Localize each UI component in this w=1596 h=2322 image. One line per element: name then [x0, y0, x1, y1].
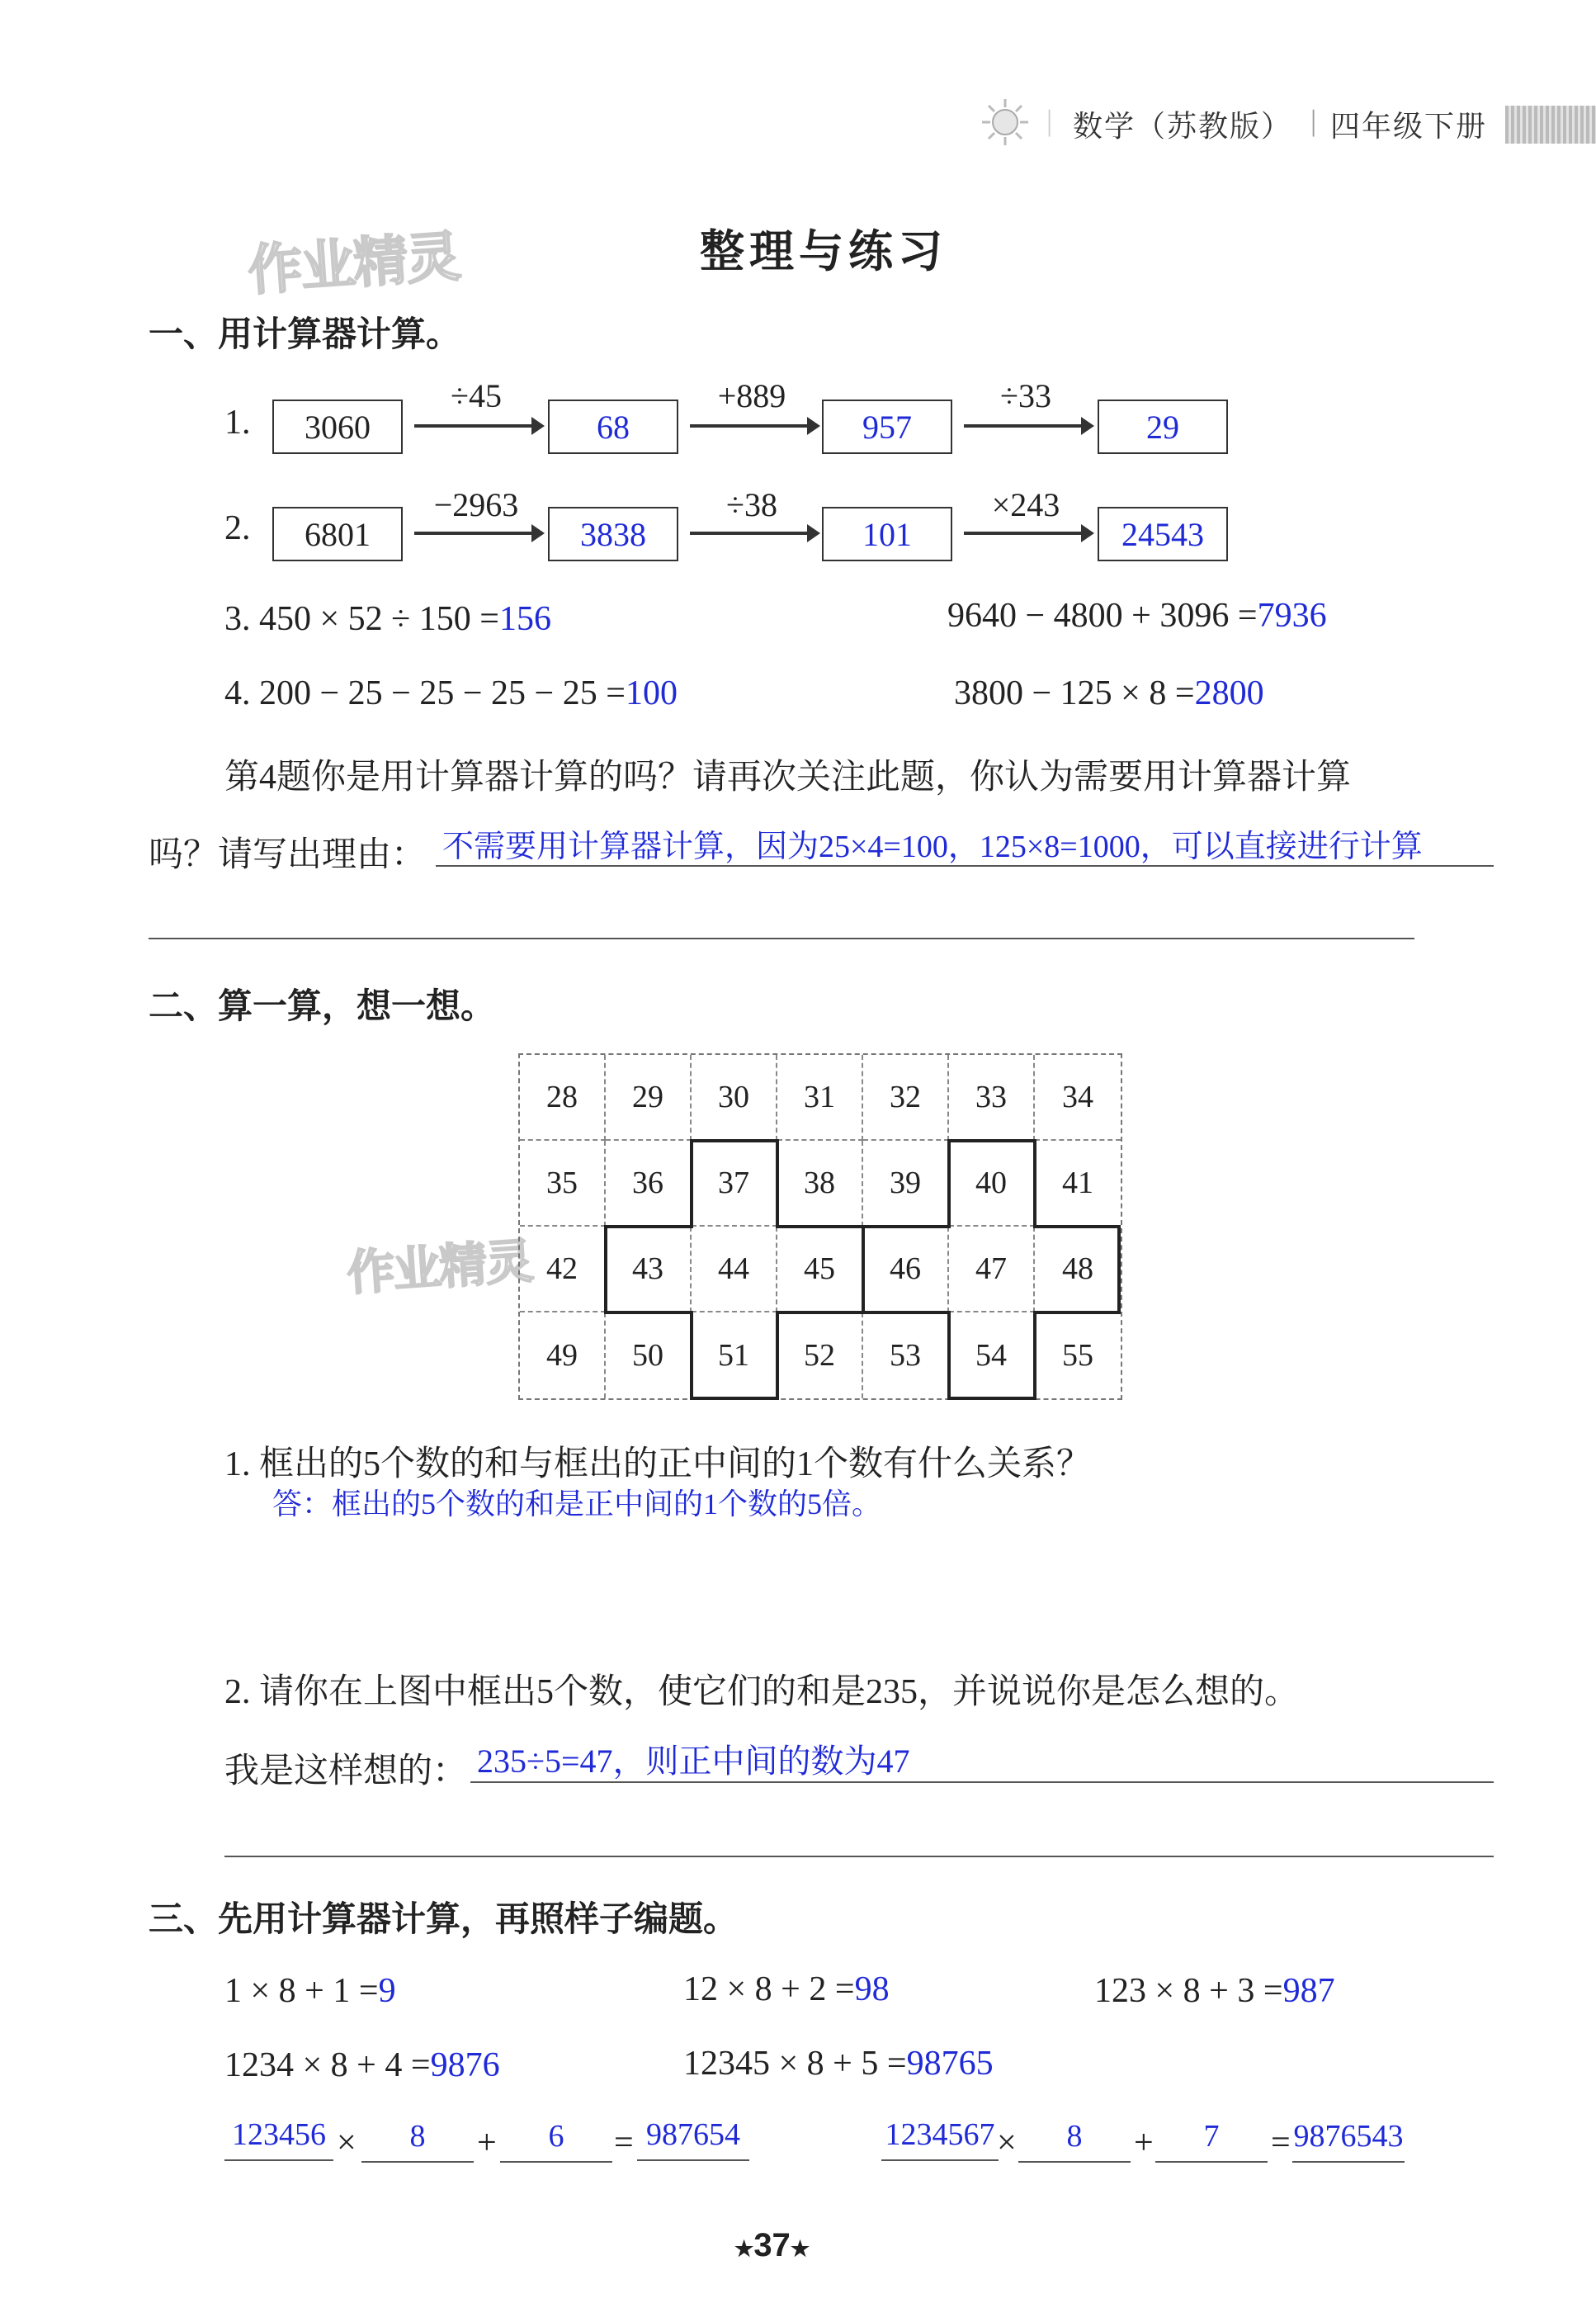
cross2-border [947, 1397, 1036, 1400]
watermark-top: 作业精灵 [246, 225, 461, 303]
footer-star-right: ★ [790, 2236, 810, 2261]
grid-cell[interactable]: 43 [606, 1227, 692, 1312]
grid-cell[interactable]: 47 [949, 1227, 1035, 1312]
row1-op3: ÷33 [1000, 377, 1051, 414]
row2-result2-box[interactable] [822, 507, 952, 561]
grid-cell[interactable]: 53 [863, 1312, 949, 1398]
header-separator-2: | [1310, 104, 1319, 137]
row1-result3-box[interactable] [1098, 400, 1228, 454]
cross2-border [862, 1311, 951, 1314]
grid-cell[interactable]: 33 [949, 1055, 1035, 1141]
grid-cell[interactable]: 28 [520, 1055, 606, 1141]
header-separator-1: | [1046, 104, 1055, 137]
row2-op1: −2963 [433, 486, 519, 523]
fill2-a[interactable]: 1234567 [881, 2116, 999, 2161]
row1-arrow1 [414, 424, 538, 428]
row2-result1-box[interactable] [548, 507, 678, 561]
s3-item5-answer[interactable]: 98765 [906, 2045, 994, 2083]
grid-cell[interactable]: 30 [692, 1055, 777, 1141]
s3-item3 [1094, 1971, 1335, 2011]
s3-item4-answer[interactable]: 9876 [430, 2046, 500, 2084]
q3a-answer[interactable]: 156 [498, 600, 551, 638]
cross1-border [690, 1311, 693, 1400]
q3a [224, 599, 551, 639]
row2-label: 2. [224, 509, 251, 547]
s3-item5-expr: 12345 × 8 + 5 = [683, 2045, 907, 2083]
cross2-border [1033, 1139, 1036, 1228]
grid-cell[interactable]: 36 [606, 1141, 692, 1227]
page-number [734, 2227, 810, 2264]
q4a-expr: 4. 200 − 25 − 25 − 25 − 25 = [224, 674, 626, 712]
fill2-b[interactable]: 8 [1018, 2118, 1131, 2163]
row1-start-box [272, 400, 403, 454]
grid-cell[interactable]: 40 [949, 1141, 1035, 1227]
grid-cell[interactable]: 38 [777, 1141, 863, 1227]
grid-cell[interactable]: 41 [1035, 1141, 1121, 1227]
cross1-border [690, 1397, 779, 1400]
grid-cell[interactable]: 46 [863, 1227, 949, 1312]
cross1-border [776, 1311, 779, 1400]
s3-item4 [224, 2045, 500, 2085]
fill2-c[interactable]: 7 [1155, 2118, 1268, 2163]
header-bar [1505, 106, 1596, 144]
row1-op1: ÷45 [451, 377, 502, 414]
row1-result1-box[interactable] [548, 400, 678, 454]
grid-cell[interactable]: 51 [692, 1312, 777, 1398]
cross2-border [1033, 1311, 1121, 1314]
page-number-text: 37 [753, 2227, 791, 2263]
grid-cell[interactable]: 39 [863, 1141, 949, 1227]
cross1-border [604, 1311, 693, 1314]
cross1-border [776, 1311, 865, 1314]
cross1-border [604, 1225, 693, 1228]
row2-op3: ×243 [991, 486, 1060, 523]
fill1-times: × [337, 2124, 357, 2162]
section2-q2: 2. 请你在上图中框出5个数，使它们的和是235，并说说你是怎么想的。 [224, 1673, 1300, 1711]
row2-result3: 24543 [1121, 515, 1204, 553]
row1-op2: +889 [717, 377, 786, 414]
cross2-border [947, 1311, 951, 1400]
row1-label: 1. [224, 404, 251, 442]
q3a-expr: 3. 450 × 52 ÷ 150 = [224, 600, 499, 638]
row2-result3-box[interactable] [1098, 507, 1228, 561]
header-sun-logo [980, 97, 1030, 147]
section3-heading: 三、先用计算器计算，再照样子编题。 [149, 1899, 739, 1939]
row2-arrow2 [690, 532, 814, 535]
fill2-eq: = [1271, 2124, 1291, 2162]
q4b [954, 674, 1264, 713]
reason-line2[interactable] [149, 938, 1414, 939]
q3b-expr: 9640 − 4800 + 3096 = [947, 597, 1258, 635]
cross2-border [1033, 1225, 1121, 1228]
grid-cell[interactable]: 45 [777, 1227, 863, 1312]
cross1-border [690, 1139, 693, 1228]
q4b-expr: 3800 − 125 × 8 = [954, 674, 1195, 712]
grid-cell[interactable]: 49 [520, 1312, 606, 1398]
row2-arrow1 [414, 532, 538, 535]
grid-cell[interactable]: 44 [692, 1227, 777, 1312]
q4a [224, 674, 678, 713]
watermark-grid: 作业精灵 [345, 1232, 534, 1302]
grid-cell[interactable]: 31 [777, 1055, 863, 1141]
cross1-border [776, 1225, 865, 1228]
row1-arrow2 [690, 424, 814, 428]
cross2-border [947, 1139, 951, 1228]
s3-item5 [683, 2044, 994, 2083]
row2-result2: 101 [862, 515, 912, 553]
section2-heading: 二、算一算，想一想。 [149, 986, 496, 1026]
cross1-border [862, 1225, 865, 1314]
q4-question-line2: 吗？请写出理由： [149, 836, 427, 874]
s3-item2-answer[interactable]: 98 [854, 1970, 890, 2008]
q3b [947, 596, 1327, 636]
grid-cell[interactable]: 35 [520, 1141, 606, 1227]
grid-cell[interactable]: 34 [1035, 1055, 1121, 1141]
s3-item1 [224, 1971, 396, 2011]
fill2-times: × [997, 2124, 1017, 2162]
row1-result2: 957 [862, 408, 912, 446]
grid-cell[interactable]: 50 [606, 1312, 692, 1398]
reason-answer: 不需要用计算器计算，因为25×4=100，125×8=1000，可以直接进行计算 [442, 830, 1423, 864]
cross2-border [947, 1139, 1036, 1142]
grid-cell[interactable]: 52 [777, 1312, 863, 1398]
grid-cell[interactable]: 42 [520, 1227, 606, 1312]
grid-cell[interactable]: 55 [1062, 1338, 1093, 1373]
s3-item1-expr: 1 × 8 + 1 = [224, 1972, 379, 2010]
s3-item3-expr: 123 × 8 + 3 = [1094, 1972, 1283, 2010]
section2-q2-prompt: 我是这样想的： [224, 1752, 468, 1790]
q2-answer-line2[interactable] [224, 1856, 1494, 1857]
row1-arrow3 [964, 424, 1088, 428]
row1-result3: 29 [1146, 408, 1179, 446]
s3-item2 [683, 1970, 890, 2009]
s3-item4-expr: 1234 × 8 + 4 = [224, 2046, 431, 2084]
fill2-plus: + [1134, 2124, 1154, 2162]
fill1-plus: + [477, 2124, 497, 2162]
section1-heading: 一、用计算器计算。 [149, 314, 461, 354]
header-grade: 四年级下册 [1330, 110, 1488, 143]
fill1-b[interactable]: 8 [361, 2118, 474, 2163]
section2-q1: 1. 框出的5个数的和与框出的正中间的1个数有什么关系？ [224, 1445, 1092, 1483]
row2-result1: 3838 [580, 515, 646, 553]
grid-cell[interactable]: 32 [863, 1055, 949, 1141]
cross1-border [776, 1139, 779, 1228]
row2-start-box [272, 507, 403, 561]
fill1-c[interactable]: 6 [500, 2118, 612, 2163]
cross2-border [1117, 1225, 1121, 1314]
s3-item3-answer[interactable]: 987 [1282, 1972, 1335, 2010]
grid-cell[interactable]: 29 [606, 1055, 692, 1141]
s3-item2-expr: 12 × 8 + 2 = [683, 1970, 855, 2008]
fill1-eq: = [614, 2124, 634, 2162]
cross1-border [690, 1139, 779, 1142]
row2-arrow3 [964, 532, 1088, 535]
q4-question-line1: 第4题你是用计算器计算的吗？请再次关注此题，你认为需要用计算器计算 [224, 759, 1352, 797]
fill1-a[interactable]: 123456 [224, 2116, 333, 2161]
row1-result1: 68 [597, 408, 630, 446]
cross2-border [1033, 1311, 1036, 1400]
footer-star-left: ★ [734, 2236, 754, 2261]
grid-cell[interactable]: 37 [692, 1141, 777, 1227]
row2-start: 6801 [305, 515, 371, 553]
number-grid [518, 1053, 1122, 1400]
q4b-answer[interactable]: 2800 [1194, 674, 1264, 712]
fill2-d[interactable]: 9876543 [1292, 2118, 1405, 2163]
row2-op2: ÷38 [726, 486, 777, 523]
section2-a2: 235÷5=47，则正中间的数为47 [477, 1743, 910, 1780]
section2-a1[interactable]: 答：框出的5个数的和是正中间的1个数的5倍。 [272, 1487, 882, 1520]
fill1-d[interactable]: 987654 [637, 2116, 749, 2161]
q4a-answer[interactable]: 100 [625, 674, 678, 712]
s3-item1-answer[interactable]: 9 [378, 1972, 396, 2010]
q3b-answer[interactable]: 7936 [1257, 597, 1327, 635]
grid-cell[interactable]: 54 [949, 1312, 1035, 1398]
page-title: 整理与练习 [700, 225, 947, 277]
grid-cell[interactable]: 48 [1035, 1227, 1121, 1312]
cross2-border [862, 1225, 951, 1228]
cross1-border [604, 1225, 607, 1314]
row1-result2-box[interactable] [822, 400, 952, 454]
header-subject: 数学（苏教版） [1073, 110, 1293, 143]
row1-start: 3060 [305, 408, 371, 446]
